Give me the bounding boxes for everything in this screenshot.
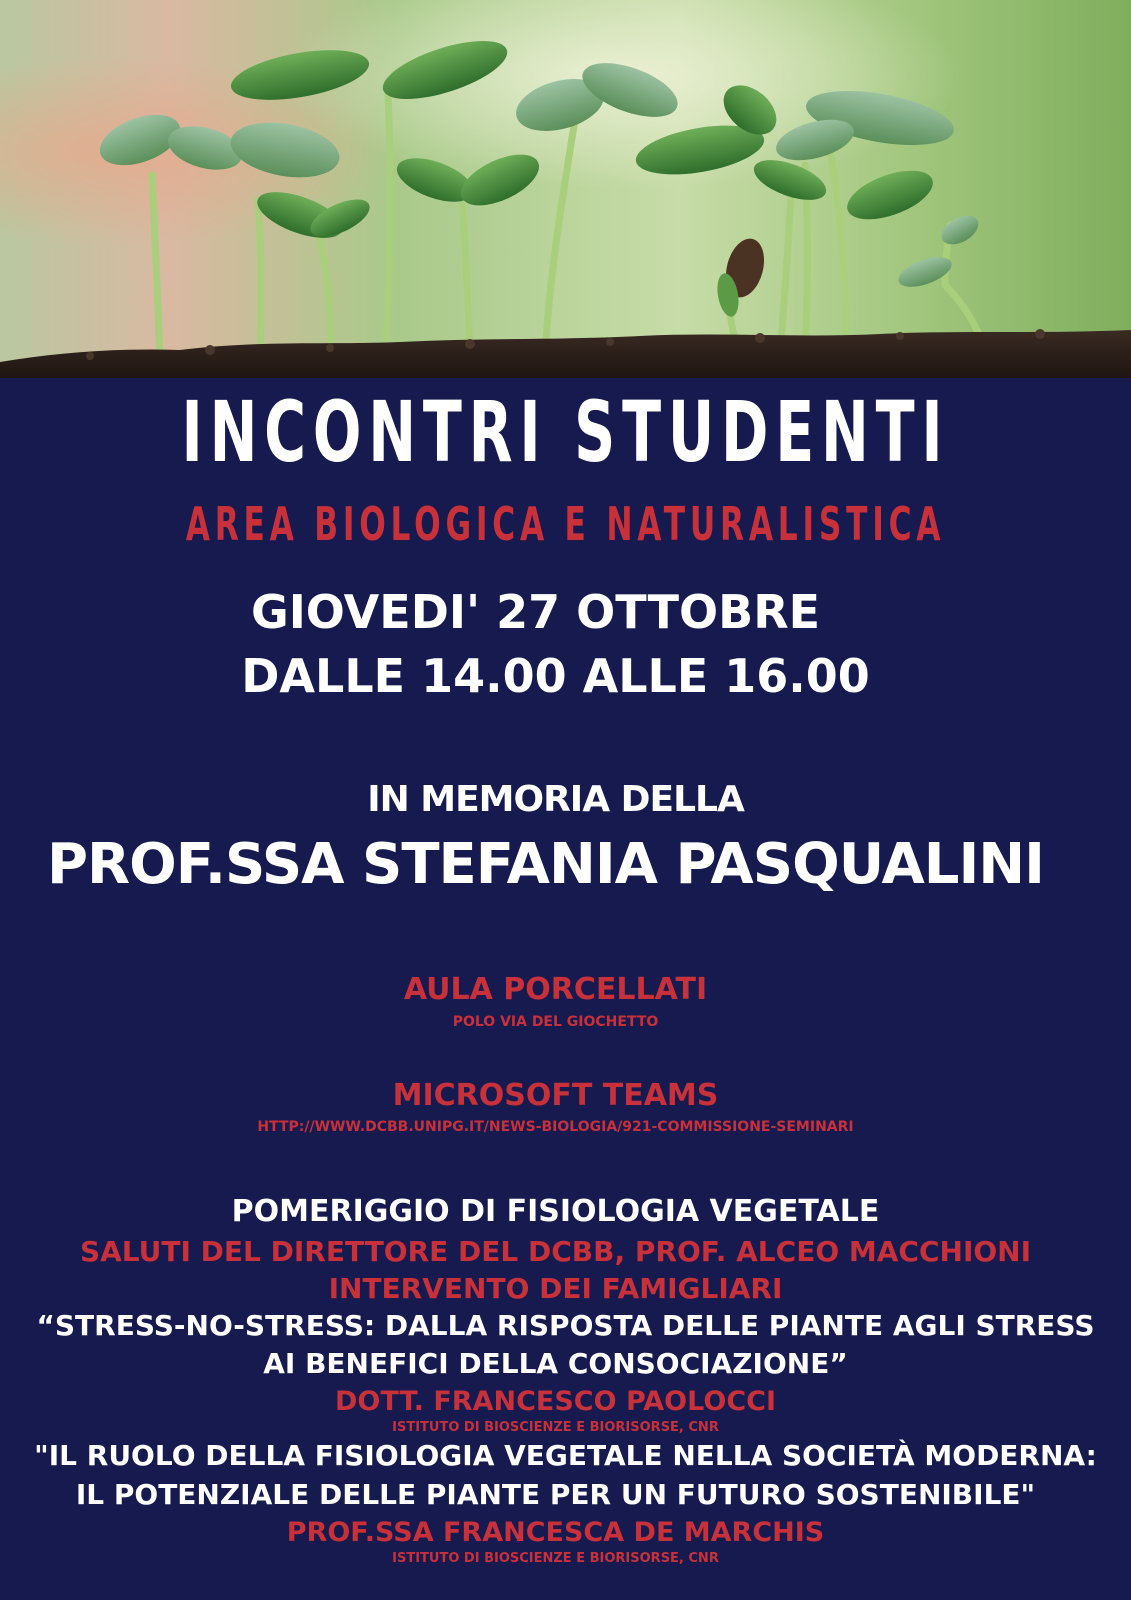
talk1-affiliation: ISTITUTO DI BIOSCIENZE E BIORISORSE, CNR [392,1420,719,1435]
event-date: GIOVEDI' 27 OTTOBRE [250,585,821,639]
talk2-title-line2: IL POTENZIALE DELLE PIANTE PER UN FUTURO SOSTENIBILE" [75,1478,1036,1511]
meeting-link[interactable]: HTTP://WWW.DCBB.UNIPG.IT/NEWS-BIOLOGIA/921-COMMISSIONE-SEMINARI [257,1119,854,1135]
talk2-title-line1: "IL RUOLO DELLA FISIOLOGIA VEGETALE NELLA SOCIETÀ MODERNA: [34,1439,1097,1472]
seedlings-photo [0,0,1131,378]
online-platform: MICROSOFT TEAMS [392,1078,719,1113]
seedlings-in-soil-icon [0,0,1131,378]
venue-building: POLO VIA DEL GIOCHETTO [452,1014,659,1030]
talk1-speaker: DOTT. FRANCESCO PAOLOCCI [334,1386,776,1417]
talk2-speaker: PROF.SSA FRANCESCA DE MARCHIS [286,1517,825,1548]
memorial-name: PROF.SSA STEFANIA PASQUALINI [46,832,1045,897]
event-title: INCONTRI STUDENTI [181,383,950,481]
talk1-title-line2: AI BENEFICI DELLA CONSOCIAZIONE” [263,1347,848,1380]
program-family: INTERVENTO DEI FAMIGLIARI [328,1272,783,1305]
venue-room: AULA PORCELLATI [403,972,708,1007]
event-time: DALLE 14.00 ALLE 16.00 [241,649,870,703]
program-heading: POMERIGGIO DI FISIOLOGIA VEGETALE [231,1194,880,1229]
talk2-affiliation: ISTITUTO DI BIOSCIENZE E BIORISORSE, CNR [392,1551,719,1566]
talk1-title-line1: “STRESS-NO-STRESS: DALLA RISPOSTA DELLE PIANTE AGLI STRESS [36,1309,1095,1342]
event-subtitle: AREA BIOLOGICA E NATURALISTICA [185,497,946,551]
program-greeting: SALUTI DEL DIRETTORE DEL DCBB, PROF. ALCEO MACCHIONI [79,1235,1032,1268]
memorial-intro: IN MEMORIA DELLA [367,779,744,820]
